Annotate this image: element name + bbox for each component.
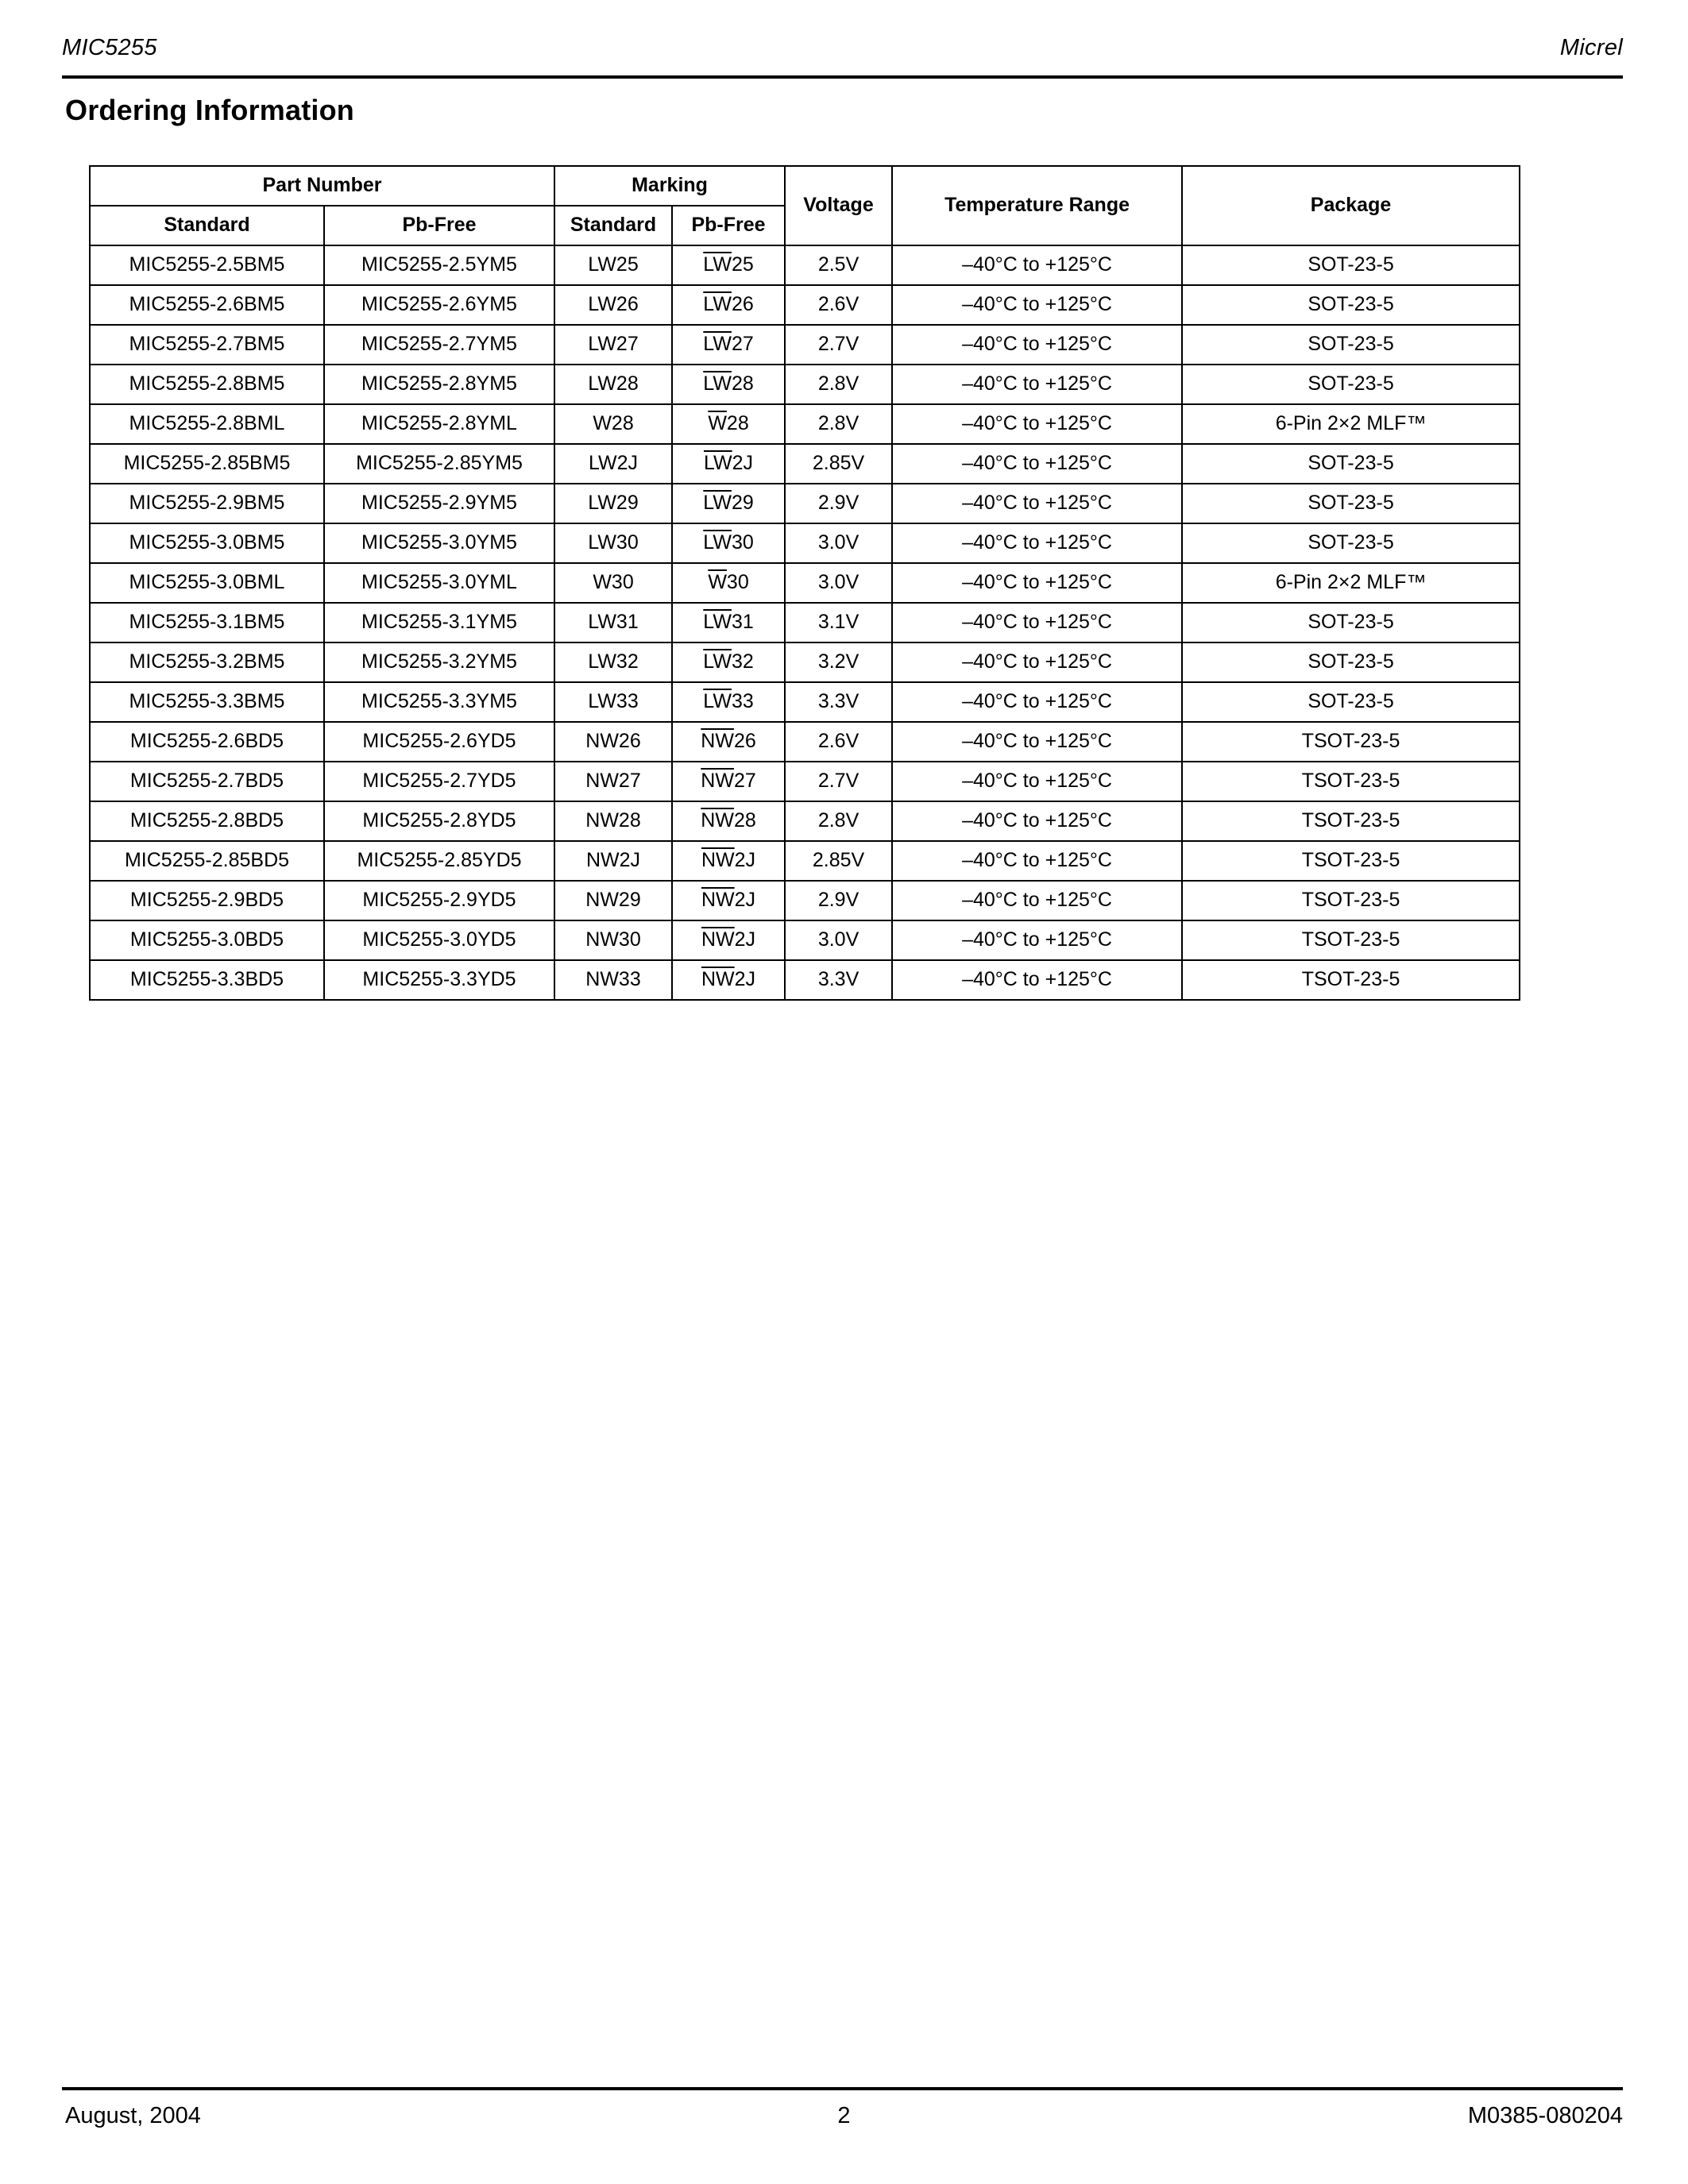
column-header-temperature-range: Temperature Range [892,166,1182,245]
table-row [90,801,1520,841]
cell-marking-pb-free: $\overline{LW}28$ [672,365,785,404]
cell-marking-pb-free: $\overline{LW}26$ [672,285,785,325]
cell-marking-standard: NW26 [554,722,672,762]
table-row [90,365,1520,404]
cell-part-number-standard: MIC5255-3.2BM5 [90,642,324,682]
cell-marking-pb-free: $\overline{NW}28$ [672,801,785,841]
cell-temperature-range: –40°C to +125°C [892,920,1182,960]
cell-voltage: 2.5V [785,245,892,285]
table-row [90,841,1520,881]
column-header-part-number-standard: Standard [90,206,324,245]
cell-marking-standard: NW2J [554,841,672,881]
cell-package: TSOT-23-5 [1182,801,1520,841]
cell-part-number-pb-free: MIC5255-3.2YM5 [324,642,554,682]
cell-part-number-pb-free: MIC5255-2.6YM5 [324,285,554,325]
cell-package: SOT-23-5 [1182,365,1520,404]
cell-voltage: 2.9V [785,881,892,920]
cell-voltage: 2.7V [785,325,892,365]
footer-divider [62,2087,1623,2090]
table-row [90,881,1520,920]
cell-part-number-pb-free: MIC5255-2.85YD5 [324,841,554,881]
cell-temperature-range: –40°C to +125°C [892,801,1182,841]
cell-part-number-pb-free: MIC5255-2.8YML [324,404,554,444]
cell-part-number-pb-free: MIC5255-2.9YM5 [324,484,554,523]
column-header-marking-pb-free: Pb-Free [672,206,785,245]
ordering-information-table-wrapper [89,165,1519,1001]
cell-voltage: 2.7V [785,762,892,801]
cell-marking-pb-free: $\overline{LW}29$ [672,484,785,523]
cell-package: TSOT-23-5 [1182,722,1520,762]
cell-marking-pb-free: $\overline{LW}32$ [672,642,785,682]
cell-part-number-pb-free: MIC5255-3.1YM5 [324,603,554,642]
table-row [90,325,1520,365]
cell-voltage: 2.8V [785,365,892,404]
cell-part-number-pb-free: MIC5255-2.7YM5 [324,325,554,365]
column-header-voltage: Voltage [785,166,892,245]
cell-package: SOT-23-5 [1182,642,1520,682]
cell-marking-standard: NW33 [554,960,672,1000]
cell-package: 6-Pin 2×2 MLF™ [1182,563,1520,603]
cell-marking-standard: LW2J [554,444,672,484]
header-part-number: MIC5255 [62,35,157,60]
cell-part-number-pb-free: MIC5255-3.3YD5 [324,960,554,1000]
table-row [90,285,1520,325]
cell-part-number-standard: MIC5255-2.9BM5 [90,484,324,523]
cell-marking-pb-free: $\overline{W}30$ [672,563,785,603]
cell-temperature-range: –40°C to +125°C [892,285,1182,325]
cell-package: TSOT-23-5 [1182,881,1520,920]
cell-package: SOT-23-5 [1182,285,1520,325]
cell-temperature-range: –40°C to +125°C [892,881,1182,920]
cell-part-number-standard: MIC5255-2.5BM5 [90,245,324,285]
cell-marking-pb-free: $\overline{LW}2J$ [672,444,785,484]
cell-marking-standard: NW30 [554,920,672,960]
cell-part-number-standard: MIC5255-3.0BD5 [90,920,324,960]
cell-temperature-range: –40°C to +125°C [892,603,1182,642]
cell-temperature-range: –40°C to +125°C [892,523,1182,563]
cell-voltage: 3.3V [785,682,892,722]
column-header-marking-standard: Standard [554,206,672,245]
column-header-part-number: Part Number [90,166,554,206]
cell-part-number-standard: MIC5255-2.9BD5 [90,881,324,920]
cell-part-number-pb-free: MIC5255-2.9YD5 [324,881,554,920]
cell-package: 6-Pin 2×2 MLF™ [1182,404,1520,444]
cell-part-number-pb-free: MIC5255-2.8YD5 [324,801,554,841]
cell-temperature-range: –40°C to +125°C [892,960,1182,1000]
cell-marking-pb-free: $\overline{NW}27$ [672,762,785,801]
cell-package: SOT-23-5 [1182,245,1520,285]
cell-part-number-pb-free: MIC5255-2.7YD5 [324,762,554,801]
footer-document-id: M0385-080204 [1467,2103,1623,2128]
cell-marking-standard: LW31 [554,603,672,642]
cell-marking-standard: LW25 [554,245,672,285]
cell-marking-pb-free: $\overline{W}28$ [672,404,785,444]
cell-marking-pb-free: $\overline{LW}31$ [672,603,785,642]
cell-part-number-standard: MIC5255-2.8BD5 [90,801,324,841]
cell-marking-standard: LW30 [554,523,672,563]
table-row [90,523,1520,563]
cell-voltage: 2.8V [785,404,892,444]
page-header [62,35,1623,61]
cell-marking-standard: NW29 [554,881,672,920]
cell-marking-pb-free: $\overline{NW}2J$ [672,960,785,1000]
cell-voltage: 3.1V [785,603,892,642]
table-row [90,245,1520,285]
cell-part-number-standard: MIC5255-2.85BM5 [90,444,324,484]
cell-part-number-standard: MIC5255-2.85BD5 [90,841,324,881]
table-row [90,960,1520,1000]
cell-package: SOT-23-5 [1182,523,1520,563]
header-divider [62,75,1623,79]
table-row [90,404,1520,444]
cell-marking-pb-free: $\overline{NW}2J$ [672,920,785,960]
cell-marking-standard: LW27 [554,325,672,365]
cell-package: SOT-23-5 [1182,682,1520,722]
cell-marking-standard: LW28 [554,365,672,404]
cell-part-number-pb-free: MIC5255-3.0YD5 [324,920,554,960]
cell-marking-pb-free: $\overline{NW}2J$ [672,841,785,881]
cell-package: TSOT-23-5 [1182,920,1520,960]
table-row [90,444,1520,484]
cell-temperature-range: –40°C to +125°C [892,245,1182,285]
cell-marking-standard: NW27 [554,762,672,801]
cell-temperature-range: –40°C to +125°C [892,325,1182,365]
cell-voltage: 3.2V [785,642,892,682]
cell-package: TSOT-23-5 [1182,841,1520,881]
cell-temperature-range: –40°C to +125°C [892,484,1182,523]
cell-voltage: 3.0V [785,563,892,603]
cell-voltage: 3.0V [785,523,892,563]
column-header-package: Package [1182,166,1520,245]
cell-package: TSOT-23-5 [1182,960,1520,1000]
table-body [90,245,1520,1000]
cell-part-number-standard: MIC5255-2.6BM5 [90,285,324,325]
cell-voltage: 2.85V [785,841,892,881]
cell-temperature-range: –40°C to +125°C [892,563,1182,603]
cell-part-number-standard: MIC5255-2.8BML [90,404,324,444]
cell-voltage: 2.9V [785,484,892,523]
cell-temperature-range: –40°C to +125°C [892,841,1182,881]
cell-voltage: 3.0V [785,920,892,960]
cell-part-number-pb-free: MIC5255-2.5YM5 [324,245,554,285]
cell-marking-standard: W30 [554,563,672,603]
cell-marking-pb-free: $\overline{LW}33$ [672,682,785,722]
cell-part-number-pb-free: MIC5255-3.0YM5 [324,523,554,563]
cell-temperature-range: –40°C to +125°C [892,682,1182,722]
cell-marking-standard: LW26 [554,285,672,325]
cell-temperature-range: –40°C to +125°C [892,722,1182,762]
cell-temperature-range: –40°C to +125°C [892,404,1182,444]
column-header-part-number-pb-free: Pb-Free [324,206,554,245]
cell-marking-pb-free: $\overline{LW}27$ [672,325,785,365]
header-company-name: Micrel [1559,35,1623,60]
cell-part-number-pb-free: MIC5255-3.0YML [324,563,554,603]
cell-marking-standard: LW32 [554,642,672,682]
cell-part-number-pb-free: MIC5255-2.6YD5 [324,722,554,762]
cell-marking-pb-free: $\overline{NW}2J$ [672,881,785,920]
cell-voltage: 2.85V [785,444,892,484]
cell-voltage: 2.6V [785,722,892,762]
cell-voltage: 3.3V [785,960,892,1000]
cell-package: SOT-23-5 [1182,325,1520,365]
page-footer [65,2103,1623,2129]
cell-marking-standard: W28 [554,404,672,444]
cell-part-number-pb-free: MIC5255-2.8YM5 [324,365,554,404]
cell-part-number-standard: MIC5255-3.1BM5 [90,603,324,642]
cell-package: TSOT-23-5 [1182,762,1520,801]
table-row [90,762,1520,801]
cell-part-number-pb-free: MIC5255-3.3YM5 [324,682,554,722]
cell-part-number-standard: MIC5255-3.3BD5 [90,960,324,1000]
cell-voltage: 2.6V [785,285,892,325]
footer-page-number: 2 [837,2103,851,2128]
table-row [90,920,1520,960]
table-header-group-row [90,166,1520,206]
cell-marking-pb-free: $\overline{LW}25$ [672,245,785,285]
page-title: Ordering Information [65,94,354,126]
cell-part-number-standard: MIC5255-2.7BM5 [90,325,324,365]
cell-package: SOT-23-5 [1182,444,1520,484]
cell-marking-pb-free: $\overline{LW}30$ [672,523,785,563]
cell-part-number-standard: MIC5255-3.0BML [90,563,324,603]
cell-package: SOT-23-5 [1182,603,1520,642]
table-row [90,722,1520,762]
table-row [90,484,1520,523]
cell-temperature-range: –40°C to +125°C [892,365,1182,404]
cell-part-number-standard: MIC5255-3.3BM5 [90,682,324,722]
footer-date: August, 2004 [65,2103,201,2128]
cell-marking-standard: LW29 [554,484,672,523]
table-row [90,682,1520,722]
cell-marking-standard: LW33 [554,682,672,722]
cell-part-number-standard: MIC5255-3.0BM5 [90,523,324,563]
table-row [90,563,1520,603]
table-row [90,603,1520,642]
cell-part-number-pb-free: MIC5255-2.85YM5 [324,444,554,484]
cell-part-number-standard: MIC5255-2.8BM5 [90,365,324,404]
cell-part-number-standard: MIC5255-2.7BD5 [90,762,324,801]
cell-voltage: 2.8V [785,801,892,841]
column-header-marking: Marking [554,166,785,206]
ordering-information-table [89,165,1520,1001]
table-head [90,166,1520,245]
cell-package: SOT-23-5 [1182,484,1520,523]
cell-temperature-range: –40°C to +125°C [892,444,1182,484]
cell-part-number-standard: MIC5255-2.6BD5 [90,722,324,762]
cell-temperature-range: –40°C to +125°C [892,642,1182,682]
cell-marking-standard: NW28 [554,801,672,841]
cell-marking-pb-free: $\overline{NW}26$ [672,722,785,762]
cell-temperature-range: –40°C to +125°C [892,762,1182,801]
table-row [90,642,1520,682]
